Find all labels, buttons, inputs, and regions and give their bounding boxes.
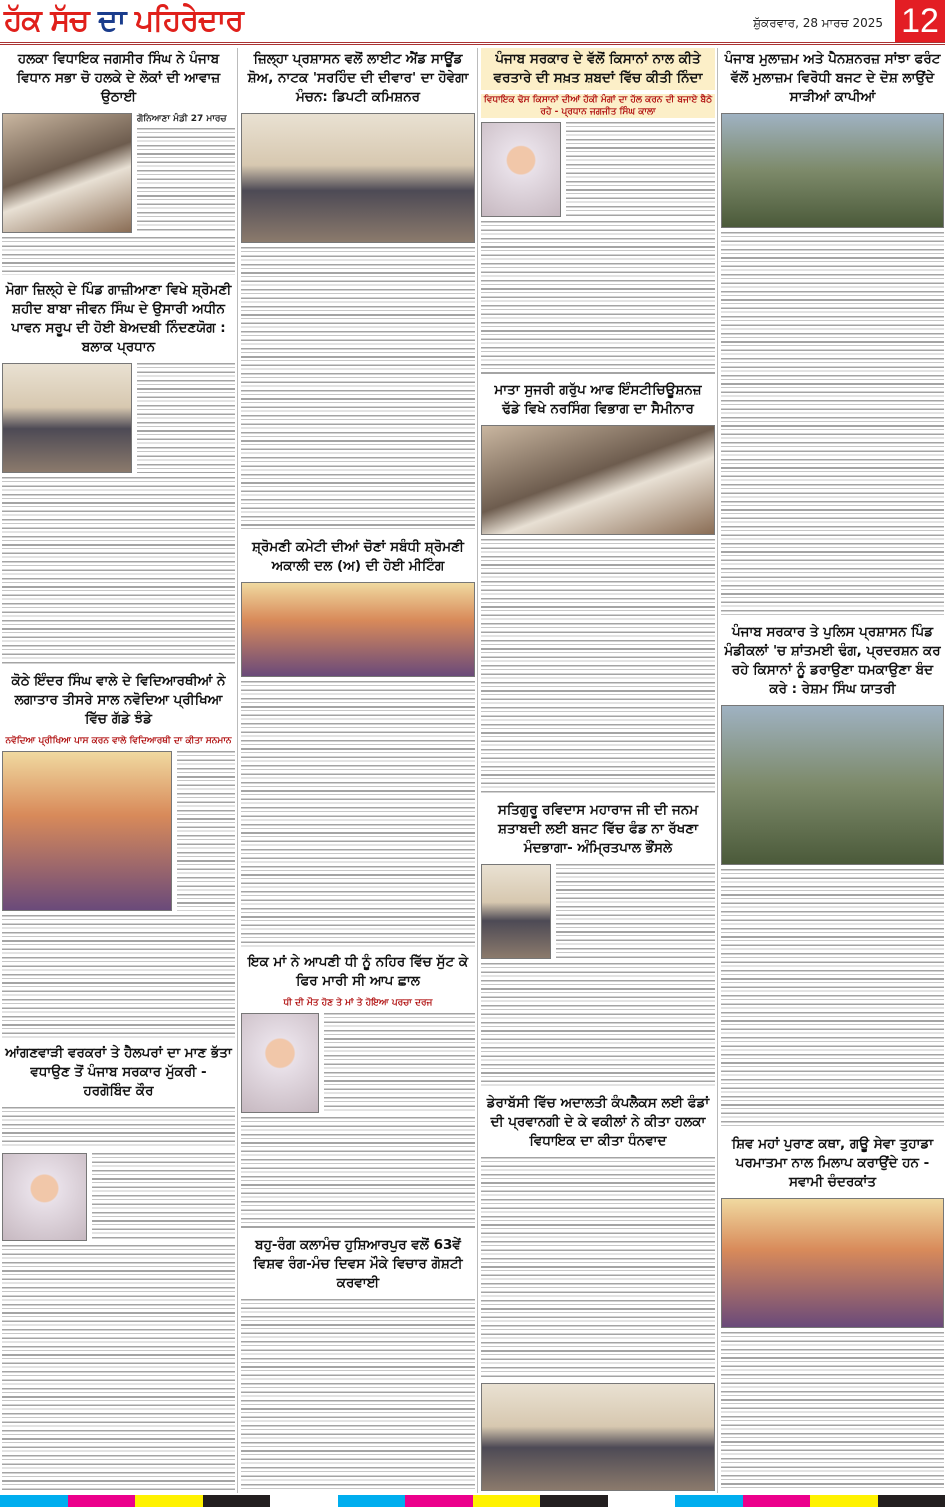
article-headline: ਡੇਰਾਬੱਸੀ ਵਿੱਚ ਅਦਾਲਤੀ ਕੰਪਲੈਕਸ ਲਈ ਫੰਡਾਂ ਦੀ ਪ੍ਰਵਾਨਗੀ ਦੇ ਕੇ ਵਕੀਲਾਂ ਨੇ ਕੀਤਾ ਹਲਕਾ ਵਿਧਾਇਕ ਦਾ ਕੀਤਾ ਧੰਨਵਾਦ	[486, 1095, 710, 1150]
article-headline: ਹਲਕਾ ਵਿਧਾਇਕ ਜਗਸੀਰ ਸਿੰਘ ਨੇ ਪੰਜਾਬ ਵਿਧਾਨ ਸਭਾ ਚੋ ਹਲਕੇ ਦੇ ਲੋਕਾਂ ਦੀ ਆਵਾਜ਼ ਉਠਾਈ	[16, 51, 221, 105]
article-body	[721, 1332, 944, 1491]
column-4	[721, 48, 944, 1491]
issue-date: ਸ਼ੁੱਕਰਵਾਰ, 28 ਮਾਰਚ 2025	[753, 16, 883, 30]
page-number: 12	[895, 0, 945, 42]
article-photo	[481, 864, 551, 959]
article-body	[241, 1299, 475, 1491]
article-body	[137, 363, 235, 473]
article-headline: ਮਾਤਾ ਸੁਜਰੀ ਗਰੁੱਪ ਆਫ ਇੰਸਟੀਚਿਊਸ਼ਨਜ਼ ਢੱਡੇ ਵਿਖੇ ਨਰਸਿੰਗ ਵਿਭਾਗ ਦਾ ਸੈਮੀਨਾਰ	[494, 382, 702, 418]
dateline: ਗੋਨਿਆਣਾ ਮੰਡੀ 27 ਮਾਰਚ	[137, 114, 227, 124]
column-1	[2, 48, 235, 1491]
article-body	[721, 869, 944, 1129]
article-headline: ਪੰਜਾਬ ਮੁਲਾਜ਼ਮ ਅਤੇ ਪੈਨਸ਼ਨਰਜ਼ ਸਾਂਝਾ ਫਰੰਟ ਵੱਲੋਂ ਮੁਲਾਜ਼ਮ ਵਿਰੋਧੀ ਬਜਟ ਦੇ ਦੋਸ਼ ਲਾਉਂਦੇ ਸਾੜੀਆਂ ਕਾਪੀਆਂ	[724, 51, 941, 105]
article-body	[2, 1245, 235, 1491]
masthead-logo: ਹੱਕ ਸੱਚ ਦਾ ਪਹਿਰੇਦਾਰ	[4, 3, 243, 38]
article-photo	[241, 1013, 319, 1113]
article-subhead: ਵਿਧਾਇਕ ਢੋਸ ਕਿਸਾਨਾਂ ਦੀਆਂ ਹੱਕੀ ਮੰਗਾਂ ਦਾ ਹੱਲ ਕਰਨ ਦੀ ਬਜਾਏ ਬੈਠੇ ਰਹੇ - ਪ੍ਰਧਾਨ ਜਗਜੀਤ ਸਿੰਘ ਕਾਲਾ	[481, 94, 715, 118]
article-subhead: ਧੀ ਦੀ ਮੌਤ ਹੋਣ ਤੇ ਮਾਂ ਤੇ ਹੋਇਆ ਪਰਚਾ ਦਰਜ	[283, 997, 433, 1008]
column-divider	[477, 48, 478, 1493]
article-body	[2, 477, 235, 666]
article-headline: ਕੋਠੇ ਇੰਦਰ ਸਿੰਘ ਵਾਲੇ ਦੇ ਵਿਦਿਆਰਥੀਆਂ ਨੇ ਲਗਾਤਾਰ ਤੀਸਰੇ ਸਾਲ ਨਵੋਦਿਆ ਪ੍ਰੀਖਿਆ ਵਿੱਚ ਗੱਡੇ ਝੰਡੇ	[11, 672, 226, 727]
article-headline: ਜ਼ਿਲ੍ਹਾ ਪ੍ਰਸ਼ਾਸਨ ਵਲੋਂ ਲਾਈਟ ਐਂਡ ਸਾਊਂਡ ਸ਼ੋਅ, ਨਾਟਕ 'ਸਰਹਿੰਦ ਦੀ ਦੀਵਾਰ' ਦਾ ਹੋਵੇਗਾ ਮੰਚਨ: ਡਿਪਟੀ ਕਮਿਸ਼ਨਰ	[247, 51, 469, 105]
article-body	[721, 232, 944, 617]
column-3	[481, 48, 715, 1491]
article-photo	[481, 1383, 715, 1491]
article-headline: ਸ਼ਿਵ ਮਹਾਂ ਪੁਰਾਣ ਕਥਾ, ਗਊ ਸੇਵਾ ਤੁਹਾਡਾ ਪਰਮਾਤਮਾ ਨਾਲ ਮਿਲਾਪ ਕਰਾਉਂਦੇ ਹਨ - ਸਵਾਮੀ ਚੰਦਰਕਾਂਤ	[731, 1136, 934, 1191]
article-body	[2, 237, 235, 275]
article-headline: ਮੋਗਾ ਜ਼ਿਲ੍ਹੇ ਦੇ ਪਿੰਡ ਗਾਜ਼ੀਆਣਾ ਵਿਖੇ ਸ਼੍ਰੋਮਣੀ ਸ਼ਹੀਦ ਬਾਬਾ ਜੀਵਨ ਸਿੰਘ ਦੇ ਉਸਾਰੀ ਅਧੀਨ ਪਾਵਨ ਸਰੂਪ ਦੀ ਹੋਈ ਬੇਅਦਬੀ ਨਿੰਦਣਯੋਗ : ਬਲਾਕ ਪ੍ਰਧਾਨ	[5, 281, 232, 355]
article-photo	[241, 582, 475, 677]
article-body	[324, 1013, 475, 1113]
article-body	[481, 963, 715, 1088]
article-body	[137, 128, 235, 233]
article-body	[481, 221, 715, 375]
column-2	[241, 48, 475, 1491]
article-photo	[721, 113, 944, 228]
article-headline: ਸਤਿਗੁਰੂ ਰਵਿਦਾਸ ਮਹਾਰਾਜ ਜੀ ਦੀ ਜਨਮ ਸ਼ਤਾਬਦੀ ਲਈ ਬਜਟ ਵਿੱਚ ਫੰਡ ਨਾ ਰੱਖਣਾ ਮੰਦਭਾਗਾ- ਅੰਮ੍ਰਿਤਪਾਲ ਭੌਂਸਲੇ	[497, 801, 699, 856]
article-body	[2, 915, 235, 1038]
article-photo	[2, 113, 132, 233]
article-body	[241, 247, 475, 532]
article-body	[481, 539, 715, 795]
article-body	[566, 122, 715, 217]
article-headline: ਬਹੁ-ਰੰਗ ਕਲਾਮੰਚ ਹੁਸ਼ਿਆਰਪੁਰ ਵਲੋਂ 63ਵੇਂ ਵਿਸ਼ਵ ਰੰਗ-ਮੰਚ ਦਿਵਸ ਮੌਕੇ ਵਿਚਾਰ ਗੋਸ਼ਟੀ ਕਰਵਾਈ	[253, 1237, 463, 1292]
article-body	[177, 751, 235, 911]
article-headline: ਪੰਜਾਬ ਸਰਕਾਰ ਤੇ ਪੁਲਿਸ ਪ੍ਰਸ਼ਾਸਨ ਪਿੰਡ ਮੰਡੀਕਲਾਂ 'ਚ ਸ਼ਾਂਤਮਈ ਢੰਗ, ਪ੍ਰਦਰਸ਼ਨ ਕਰ ਰਹੇ ਕਿਸਾਨਾਂ ਨੂੰ ਡਰਾਉਣਾ ਧਮਕਾਉਣਾ ਬੰਦ ਕਰੇ : ਰੇਸ਼ਮ ਸਿੰਘ ਯਾਤਰੀ	[724, 624, 941, 698]
article-photo	[721, 705, 944, 865]
article-headline: ਸ਼੍ਰੋਮਣੀ ਕਮੇਟੀ ਦੀਆਂ ਚੋਣਾਂ ਸਬੰਧੀ ਸ਼੍ਰੋਮਣੀ ਅਕਾਲੀ ਦਲ (ਅ) ਦੀ ਹੋਈ ਮੀਟਿੰਗ	[252, 539, 464, 575]
article-body	[481, 1157, 715, 1379]
article-body	[556, 864, 715, 959]
article-subhead: ਨਵੋਦਿਆ ਪ੍ਰੀਖਿਆ ਪਾਸ ਕਰਨ ਵਾਲੇ ਵਿਦਿਆਰਥੀ ਦਾ ਕੀਤਾ ਸਨਮਾਨ	[5, 735, 232, 746]
article-photo	[721, 1198, 944, 1328]
article-photo	[2, 1153, 87, 1241]
article-headline: ਇਕ ਮਾਂ ਨੇ ਆਪਣੀ ਧੀ ਨੂੰ ਨਹਿਰ ਵਿੱਚ ਸੁੱਟ ਕੇ ਫਿਰ ਮਾਰੀ ਸੀ ਆਪ ਛਾਲ	[247, 953, 469, 989]
article-photo	[2, 751, 172, 911]
column-divider	[717, 48, 718, 1493]
article-photo	[241, 113, 475, 243]
header-rule	[0, 42, 945, 45]
column-divider	[237, 48, 238, 1493]
article-body	[241, 1117, 475, 1230]
color-registration-strip	[0, 1495, 945, 1507]
article-photo	[481, 425, 715, 535]
article-body	[241, 681, 475, 947]
article-photo	[2, 363, 132, 473]
article-photo	[481, 122, 561, 217]
article-headline: ਆਂਗਣਵਾੜੀ ਵਰਕਰਾਂ ਤੇ ਹੈਲਪਰਾਂ ਦਾ ਮਾਣ ਭੱਤਾ ਵਧਾਉਣ ਤੋਂ ਪੰਜਾਬ ਸਰਕਾਰ ਮੁੱਕਰੀ - ਹਰਗੋਬਿੰਦ ਕੌਰ	[5, 1044, 232, 1099]
article-body	[92, 1153, 235, 1241]
article-headline: ਪੰਜਾਬ ਸਰਕਾਰ ਦੇ ਵੱਲੋਂ ਕਿਸਾਨਾਂ ਨਾਲ ਕੀਤੇ ਵਰਤਾਰੇ ਦੀ ਸਖ਼ਤ ਸ਼ਬਦਾਂ ਵਿੱਚ ਕੀਤੀ ਨਿੰਦਾ	[481, 48, 715, 90]
article-body	[2, 1107, 235, 1150]
